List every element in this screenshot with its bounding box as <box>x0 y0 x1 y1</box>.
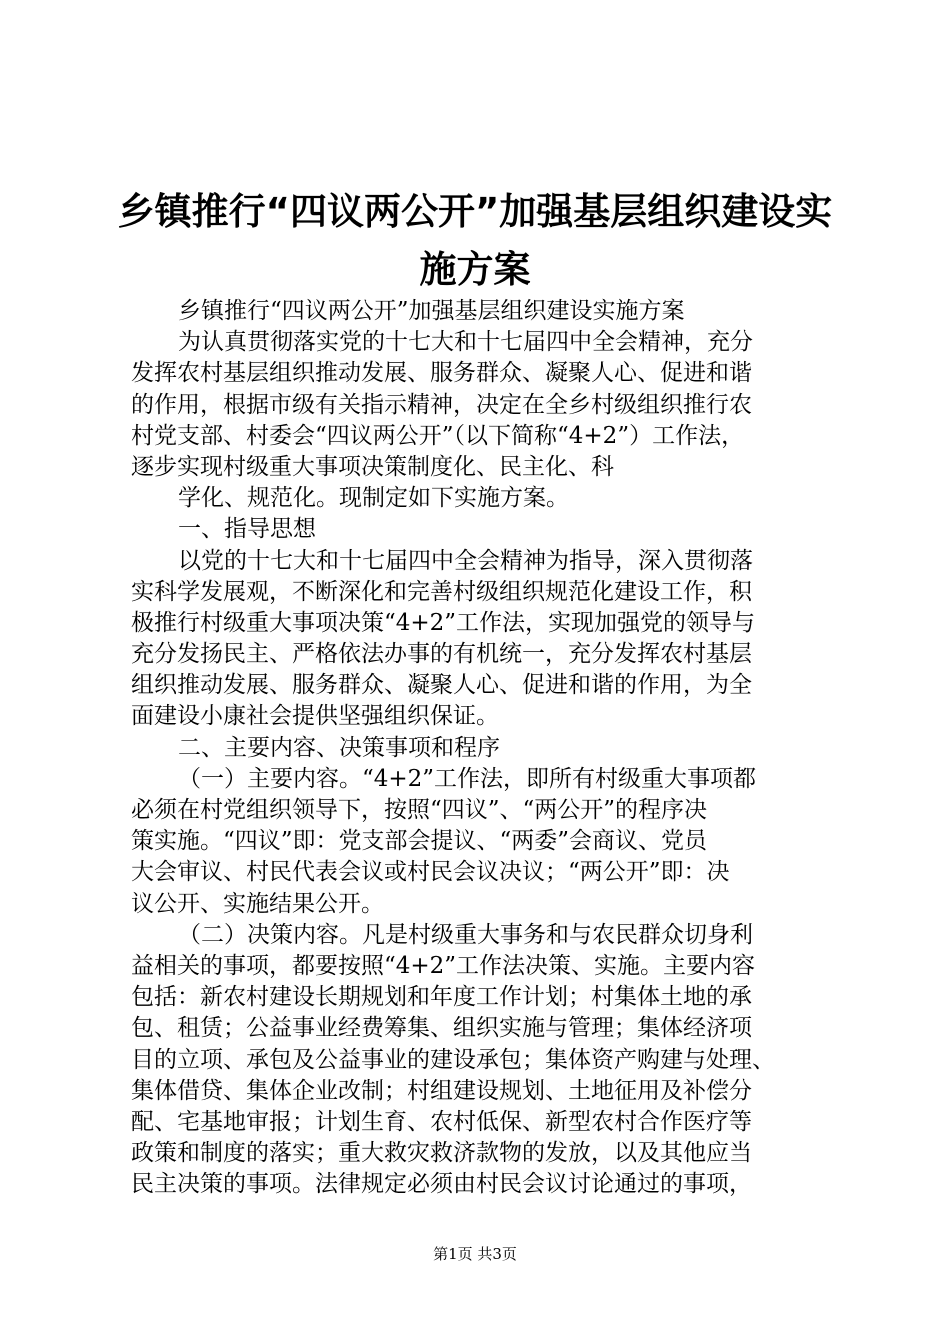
body-line: （一）主要内容。“4+2”工作法，即所有村级重大事项都 <box>178 765 757 792</box>
body-line: 学化、规范化。现制定如下实施方案。 <box>178 485 569 512</box>
body-line: 发挥农村基层组织推动发展、服务群众、凝聚人心、促进和谐 <box>131 360 752 387</box>
body-line: 以党的十七大和十七届四中全会精神为指导，深入贯彻落 <box>178 547 753 574</box>
body-line: 一、指导思想 <box>178 516 316 543</box>
body-line: 实科学发展观，不断深化和完善村级组织规范化建设工作，积 <box>131 578 752 605</box>
body-line: 大会审议、村民代表会议或村民会议决议；“两公开”即：决 <box>131 859 730 886</box>
document-body <box>131 296 855 1200</box>
body-line: 政策和制度的落实；重大救灾救济款物的发放，以及其他应当 <box>131 1140 752 1167</box>
body-line: 逐步实现村级重大事项决策制度化、民主化、科 <box>131 453 614 480</box>
body-line: 组织推动发展、服务群众、凝聚人心、促进和谐的作用，为全 <box>131 672 752 699</box>
body-line: 面建设小康社会提供坚强组织保证。 <box>131 703 499 730</box>
body-line: 民主决策的事项。法律规定必须由村民会议讨论通过的事项， <box>131 1171 752 1198</box>
body-line: 集体借贷、集体企业改制；村组建设规划、土地征用及补偿分 <box>131 1077 752 1104</box>
body-line: 议公开、实施结果公开。 <box>131 890 384 917</box>
body-line: 益相关的事项，都要按照“4+2”工作法决策、实施。主要内容 <box>131 952 756 979</box>
body-line: 乡镇推行“四议两公开”加强基层组织建设实施方案 <box>178 298 685 324</box>
body-line: 村党支部、村委会“四议两公开”（以下简称“4+2”）工作法， <box>131 422 745 449</box>
body-line: （二）决策内容。凡是村级重大事务和与农民群众切身利 <box>178 921 753 948</box>
body-line: 包括：新农村建设长期规划和年度工作计划；村集体土地的承 <box>131 984 752 1011</box>
body-line: 目的立项、承包及公益事业的建设承包；集体资产购建与处理、 <box>131 1046 775 1073</box>
document-title-line-2: 施方案 <box>419 248 531 291</box>
body-line: 极推行村级重大事项决策“4+2”工作法，实现加强党的领导与 <box>131 609 756 636</box>
document-title-line-1: 乡镇推行“四议两公开”加强基层组织建设实 <box>117 190 833 233</box>
body-line: 为认真贯彻落实党的十七大和十七届四中全会精神，充分 <box>178 329 753 356</box>
body-line: 充分发扬民主、严格依法办事的有机统一，充分发挥农村基层 <box>131 641 752 668</box>
body-line: 配、宅基地审报；计划生育、农村低保、新型农村合作医疗等 <box>131 1108 752 1135</box>
body-line: 的作用，根据市级有关指示精神，决定在全乡村级组织推行农 <box>131 391 752 418</box>
body-line: 二、主要内容、决策事项和程序 <box>178 734 500 761</box>
body-line: 必须在村党组织领导下，按照“四议”、“两公开”的程序决 <box>131 797 708 823</box>
body-line: 包、租赁；公益事业经费筹集、组织实施与管理；集体经济项 <box>131 1015 752 1042</box>
body-line: 策实施。“四议”即：党支部会提议、“两委”会商议、党员 <box>131 828 708 855</box>
page-footer: 第1页 共3页 <box>433 1245 517 1263</box>
